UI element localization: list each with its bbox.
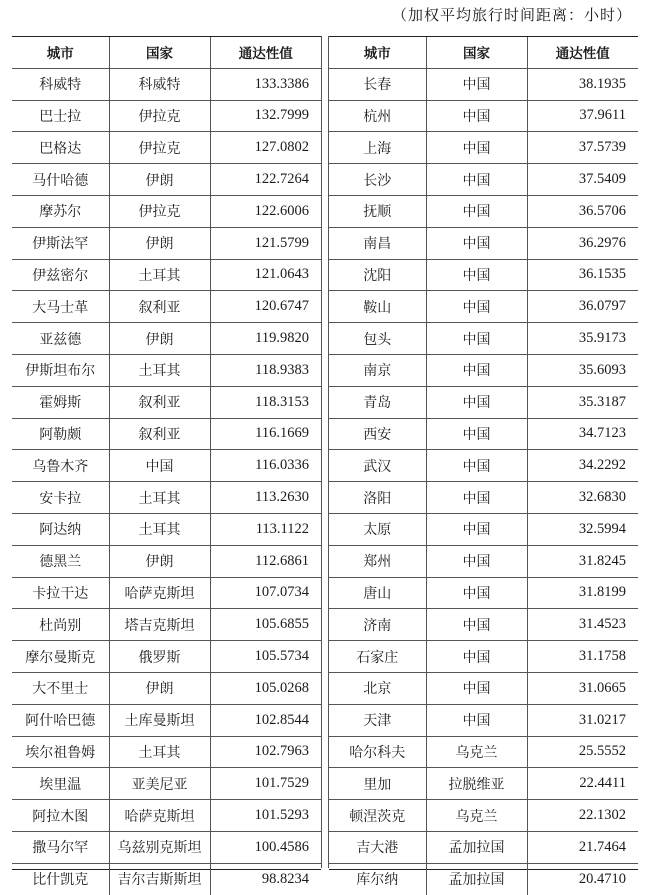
table-row [329, 323, 638, 355]
city-cell: 安卡拉 [12, 482, 109, 514]
table-row [12, 291, 321, 323]
country-cell: 俄罗斯 [109, 641, 210, 673]
table-row [12, 323, 321, 355]
value-cell: 31.0217 [527, 704, 638, 736]
country-cell: 中国 [426, 291, 527, 323]
country-cell: 拉脱维亚 [426, 768, 527, 800]
country-cell: 中国 [426, 450, 527, 482]
city-cell: 郑州 [329, 545, 426, 577]
city-cell: 里加 [329, 768, 426, 800]
table-row [329, 227, 638, 259]
country-cell: 乌兹别克斯坦 [109, 831, 210, 863]
city-cell: 天津 [329, 704, 426, 736]
value-cell: 119.9820 [210, 323, 321, 355]
value-cell: 121.5799 [210, 227, 321, 259]
table-row [329, 800, 638, 832]
value-cell: 132.7999 [210, 100, 321, 132]
table-row [12, 768, 321, 800]
value-cell: 105.6855 [210, 609, 321, 641]
value-cell: 105.0268 [210, 672, 321, 704]
city-cell: 比什凯克 [12, 863, 109, 894]
header-city: 城市 [12, 37, 109, 68]
country-cell: 中国 [426, 545, 527, 577]
table-row [12, 418, 321, 450]
value-cell: 113.2630 [210, 482, 321, 514]
table-row [329, 132, 638, 164]
country-cell: 叙利亚 [109, 418, 210, 450]
table-row [329, 545, 638, 577]
country-cell: 中国 [426, 259, 527, 291]
country-cell: 中国 [426, 386, 527, 418]
value-cell: 25.5552 [527, 736, 638, 768]
city-cell: 阿什哈巴德 [12, 704, 109, 736]
city-cell: 太原 [329, 513, 426, 545]
country-cell: 中国 [426, 577, 527, 609]
table-row [329, 164, 638, 196]
table-left-half [12, 36, 321, 889]
table-row [12, 609, 321, 641]
column-divider [321, 36, 329, 868]
value-cell: 37.5409 [527, 164, 638, 196]
city-cell: 伊兹密尔 [12, 259, 109, 291]
country-cell: 伊朗 [109, 323, 210, 355]
city-cell: 埃尔祖鲁姆 [12, 736, 109, 768]
table-row [12, 577, 321, 609]
country-cell: 中国 [426, 513, 527, 545]
country-cell: 伊朗 [109, 164, 210, 196]
city-cell: 摩尔曼斯克 [12, 641, 109, 673]
table-right-half [329, 36, 638, 889]
country-cell: 土耳其 [109, 354, 210, 386]
table-row [329, 513, 638, 545]
country-cell: 土耳其 [109, 482, 210, 514]
country-cell: 中国 [426, 164, 527, 196]
table-row [12, 672, 321, 704]
value-cell: 112.6861 [210, 545, 321, 577]
city-cell: 南京 [329, 354, 426, 386]
header-value: 通达性值 [527, 37, 638, 68]
table-row [12, 227, 321, 259]
table-row [12, 800, 321, 832]
country-cell: 叙利亚 [109, 386, 210, 418]
city-cell: 包头 [329, 323, 426, 355]
city-cell: 巴士拉 [12, 100, 109, 132]
value-cell: 34.2292 [527, 450, 638, 482]
country-cell: 叙利亚 [109, 291, 210, 323]
value-cell: 100.4586 [210, 831, 321, 863]
country-cell: 土耳其 [109, 736, 210, 768]
value-cell: 35.9173 [527, 323, 638, 355]
table-row [12, 863, 321, 894]
header-row [12, 37, 321, 68]
country-cell: 中国 [426, 100, 527, 132]
table-row [12, 831, 321, 863]
table-row [12, 641, 321, 673]
country-cell: 伊拉克 [109, 132, 210, 164]
table-row [12, 482, 321, 514]
city-cell: 哈尔科夫 [329, 736, 426, 768]
country-cell: 中国 [109, 450, 210, 482]
table-row [12, 736, 321, 768]
city-cell: 西安 [329, 418, 426, 450]
country-cell: 中国 [426, 132, 527, 164]
city-cell: 长沙 [329, 164, 426, 196]
country-cell: 伊朗 [109, 227, 210, 259]
country-cell: 中国 [426, 195, 527, 227]
city-cell: 亚兹德 [12, 323, 109, 355]
header-city: 城市 [329, 37, 426, 68]
country-cell: 伊朗 [109, 545, 210, 577]
table-row [329, 450, 638, 482]
city-cell: 沈阳 [329, 259, 426, 291]
city-cell: 唐山 [329, 577, 426, 609]
city-cell: 阿拉木图 [12, 800, 109, 832]
country-cell: 中国 [426, 641, 527, 673]
country-cell: 乌克兰 [426, 736, 527, 768]
country-cell: 伊拉克 [109, 195, 210, 227]
table-row [329, 863, 638, 894]
country-cell: 中国 [426, 68, 527, 100]
value-cell: 22.1302 [527, 800, 638, 832]
city-cell: 伊斯坦布尔 [12, 354, 109, 386]
value-cell: 118.9383 [210, 354, 321, 386]
value-cell: 37.5739 [527, 132, 638, 164]
unit-note: （加权平均旅行时间距离：小时） [391, 6, 632, 24]
city-cell: 埃里温 [12, 768, 109, 800]
value-cell: 120.6747 [210, 291, 321, 323]
value-cell: 31.1758 [527, 641, 638, 673]
table-row [12, 704, 321, 736]
city-cell: 乌鲁木齐 [12, 450, 109, 482]
country-cell: 吉尔吉斯斯坦 [109, 863, 210, 894]
country-cell: 土库曼斯坦 [109, 704, 210, 736]
city-cell: 科威特 [12, 68, 109, 100]
left-table-body [12, 68, 321, 894]
country-cell: 中国 [426, 227, 527, 259]
city-cell: 抚顺 [329, 195, 426, 227]
country-cell: 乌克兰 [426, 800, 527, 832]
value-cell: 31.8199 [527, 577, 638, 609]
table-row [12, 195, 321, 227]
value-cell: 122.6006 [210, 195, 321, 227]
city-cell: 顿涅茨克 [329, 800, 426, 832]
table-row [329, 704, 638, 736]
table-row [12, 386, 321, 418]
value-cell: 31.0665 [527, 672, 638, 704]
country-cell: 中国 [426, 323, 527, 355]
table-row [329, 195, 638, 227]
table-row [12, 132, 321, 164]
table-row [329, 831, 638, 863]
table-row [12, 545, 321, 577]
city-cell: 阿勒颇 [12, 418, 109, 450]
table-row [12, 164, 321, 196]
city-cell: 库尔纳 [329, 863, 426, 894]
table-row [12, 354, 321, 386]
city-cell: 北京 [329, 672, 426, 704]
country-cell: 中国 [426, 672, 527, 704]
value-cell: 127.0802 [210, 132, 321, 164]
value-cell: 32.5994 [527, 513, 638, 545]
city-cell: 大不里士 [12, 672, 109, 704]
value-cell: 102.7963 [210, 736, 321, 768]
table-row [12, 68, 321, 100]
value-cell: 121.0643 [210, 259, 321, 291]
city-cell: 撒马尔罕 [12, 831, 109, 863]
table-row [329, 672, 638, 704]
value-cell: 113.1122 [210, 513, 321, 545]
city-cell: 鞍山 [329, 291, 426, 323]
city-cell: 摩苏尔 [12, 195, 109, 227]
header-row [329, 37, 638, 68]
table-row [329, 386, 638, 418]
city-cell: 石家庄 [329, 641, 426, 673]
value-cell: 35.6093 [527, 354, 638, 386]
value-cell: 105.5734 [210, 641, 321, 673]
city-cell: 武汉 [329, 450, 426, 482]
table-row [12, 259, 321, 291]
country-cell: 哈萨克斯坦 [109, 577, 210, 609]
value-cell: 36.5706 [527, 195, 638, 227]
country-cell: 科威特 [109, 68, 210, 100]
right-table [329, 37, 638, 895]
value-cell: 116.1669 [210, 418, 321, 450]
country-cell: 塔吉克斯坦 [109, 609, 210, 641]
value-cell: 38.1935 [527, 68, 638, 100]
table-row [329, 291, 638, 323]
left-table [12, 37, 321, 895]
city-cell: 阿达纳 [12, 513, 109, 545]
value-cell: 122.7264 [210, 164, 321, 196]
table-row [12, 450, 321, 482]
table-row [329, 482, 638, 514]
city-cell: 马什哈德 [12, 164, 109, 196]
table-row [329, 68, 638, 100]
city-cell: 济南 [329, 609, 426, 641]
country-cell: 亚美尼亚 [109, 768, 210, 800]
value-cell: 116.0336 [210, 450, 321, 482]
value-cell: 22.4411 [527, 768, 638, 800]
country-cell: 伊朗 [109, 672, 210, 704]
city-cell: 南昌 [329, 227, 426, 259]
value-cell: 21.7464 [527, 831, 638, 863]
value-cell: 37.9611 [527, 100, 638, 132]
country-cell: 孟加拉国 [426, 831, 527, 863]
city-cell: 杜尚别 [12, 609, 109, 641]
accessibility-table [12, 36, 638, 889]
country-cell: 中国 [426, 609, 527, 641]
table-row [329, 768, 638, 800]
country-cell: 土耳其 [109, 259, 210, 291]
city-cell: 德黑兰 [12, 545, 109, 577]
table-row [329, 609, 638, 641]
value-cell: 35.3187 [527, 386, 638, 418]
country-cell: 中国 [426, 482, 527, 514]
header-value: 通达性值 [210, 37, 321, 68]
country-cell: 哈萨克斯坦 [109, 800, 210, 832]
value-cell: 32.6830 [527, 482, 638, 514]
country-cell: 土耳其 [109, 513, 210, 545]
city-cell: 巴格达 [12, 132, 109, 164]
country-cell: 伊拉克 [109, 100, 210, 132]
table-row [329, 577, 638, 609]
value-cell: 36.0797 [527, 291, 638, 323]
city-cell: 伊斯法罕 [12, 227, 109, 259]
city-cell: 霍姆斯 [12, 386, 109, 418]
header-country: 国家 [426, 37, 527, 68]
table-row [329, 418, 638, 450]
city-cell: 洛阳 [329, 482, 426, 514]
value-cell: 133.3386 [210, 68, 321, 100]
country-cell: 孟加拉国 [426, 863, 527, 894]
city-cell: 卡拉干达 [12, 577, 109, 609]
header-country: 国家 [109, 37, 210, 68]
value-cell: 31.4523 [527, 609, 638, 641]
value-cell: 102.8544 [210, 704, 321, 736]
value-cell: 98.8234 [210, 863, 321, 894]
table-row [329, 641, 638, 673]
country-cell: 中国 [426, 418, 527, 450]
city-cell: 杭州 [329, 100, 426, 132]
table-row [12, 100, 321, 132]
city-cell: 长春 [329, 68, 426, 100]
value-cell: 36.2976 [527, 227, 638, 259]
table-row [329, 100, 638, 132]
country-cell: 中国 [426, 704, 527, 736]
value-cell: 101.5293 [210, 800, 321, 832]
country-cell: 中国 [426, 354, 527, 386]
right-table-body [329, 68, 638, 894]
table-row [12, 513, 321, 545]
value-cell: 34.7123 [527, 418, 638, 450]
table-row [329, 354, 638, 386]
city-cell: 上海 [329, 132, 426, 164]
value-cell: 36.1535 [527, 259, 638, 291]
table-row [329, 736, 638, 768]
value-cell: 101.7529 [210, 768, 321, 800]
city-cell: 吉大港 [329, 831, 426, 863]
city-cell: 青岛 [329, 386, 426, 418]
value-cell: 118.3153 [210, 386, 321, 418]
value-cell: 31.8245 [527, 545, 638, 577]
table-row [329, 259, 638, 291]
value-cell: 20.4710 [527, 863, 638, 894]
city-cell: 大马士革 [12, 291, 109, 323]
value-cell: 107.0734 [210, 577, 321, 609]
